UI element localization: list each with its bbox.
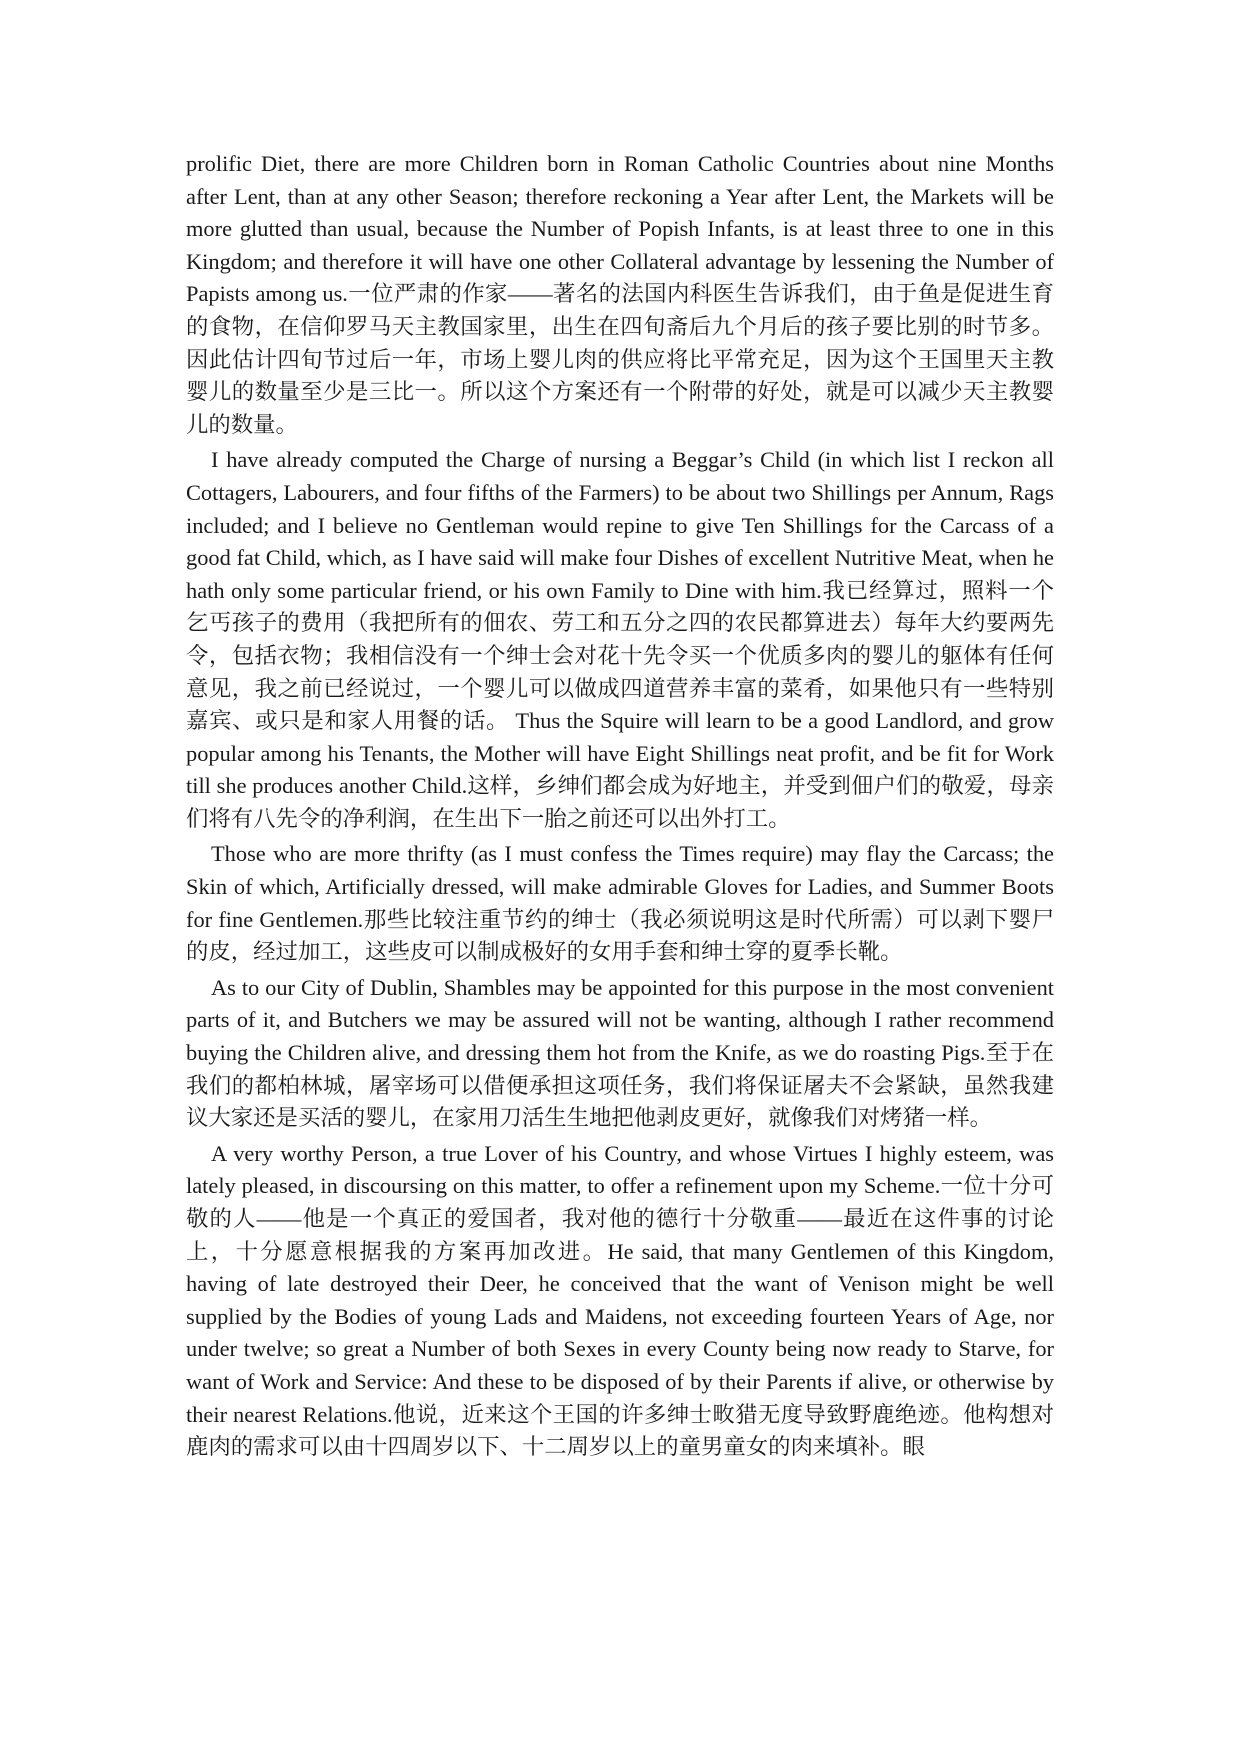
- paragraph-3: Those who are more thrifty (as I must confess the Times require) may flay the Carcass; the Skin of which, Artificially dressed, will make admirable Gloves for Ladies, and Summer Boots for fine Gentlemen.那些比较注重节约的绅士（我必须说明这是时代所需）可以剥下婴尸的皮，经过加工，这些皮可以制成极好的女用手套和绅士穿的夏季长靴。: [186, 841, 1054, 965]
- paragraph-4: As to our City of Dublin, Shambles may be appointed for this purpose in the most convenient parts of it, and Butchers we may be assured will not be wanting, although I rather recommend buying the Children alive, and dressing them hot from the Knife, as we do roasting Pigs.至于在我们的都柏林城，屠宰场可以借便承担这项任务，我们将保证屠夫不会紧缺，虽然我建议大家还是买活的婴儿，在家用刀活生生地把他剥皮更好，就像我们对烤猪一样。: [186, 974, 1054, 1131]
- paragraph-5: A very worthy Person, a true Lover of his Country, and whose Virtues I highly esteem, was lately pleased, in discoursing on this matter, to offer a refinement upon my Scheme.一位十分可敬的人——他是一个真正的爱国者，我对他的德行十分敬重——最近在这件事的讨论上，十分愿意根据我的方案再加改进。He said, that many Gentlemen of this Kingdom, having of late destroyed their Deer, he conceived that the want of Venison might be well supplied by the Bodies of young Lads and Maidens, not exceeding fourteen Years of Age, nor under twelve; so great a Number of both Sexes in every County being now ready to Starve, for want of Work and Service: And these to be disposed of by their Parents if alive, or otherwise by their nearest Relations.他说，近来这个王国的许多绅士畋猎无度导致野鹿绝迹。他构想对鹿肉的需求可以由十四周岁以下、十二周岁以上的童男童女的肉来填补。眼: [186, 1140, 1054, 1460]
- paragraph-1: prolific Diet, there are more Children born in Roman Catholic Countries about nine Months after Lent, than at any other Season; therefore reckoning a Year after Lent, the Markets will be more glutted than usual, because the Number of Popish Infants, is at least three to one in this Kingdom; and therefore it will have one other Collateral advantage by lessening the Number of Papists among us.一位严肃的作家——著名的法国内科医生告诉我们，由于鱼是促进生育的食物，在信仰罗马天主教国家里，出生在四旬斋后九个月后的孩子要比别的时节多。因此估计四旬节过后一年，市场上婴儿肉的供应将比平常充足，因为这个王国里天主教婴儿的数量至少是三比一。所以这个方案还有一个附带的好处，就是可以减少天主教婴儿的数量。: [186, 151, 1054, 437]
- document-page: [186, 148, 1054, 1467]
- paragraph-2: I have already computed the Charge of nursing a Beggar’s Child (in which list I reckon all Cottagers, Labourers, and four fifths of the Farmers) to be about two Shillings per Annum, Rags included; and I believe no Gentleman would repine to give Ten Shillings for the Carcass of a good fat Child, which, as I have said will make four Dishes of excellent Nutritive Meat, when he hath only some particular friend, or his own Family to Dine with him.我已经算过，照料一个乞丐孩子的费用（我把所有的佃农、劳工和五分之四的农民都算进去）每年大约要两先令，包括衣物；我相信没有一个绅士会对花十先令买一个优质多肉的婴儿的躯体有任何意见，我之前已经说过，一个婴儿可以做成四道营养丰富的菜肴，如果他只有一些特别嘉宾、或只是和家人用餐的话。 Thus the Squire will learn to be a good Landlord, and grow popular among his Tenants, the Mother will have Eight Shillings neat profit, and be fit for Work till she produces another Child.这样，乡绅们都会成为好地主，并受到佃户们的敬爱，母亲们将有八先令的净利润，在生出下一胎之前还可以出外打工。: [186, 447, 1054, 831]
